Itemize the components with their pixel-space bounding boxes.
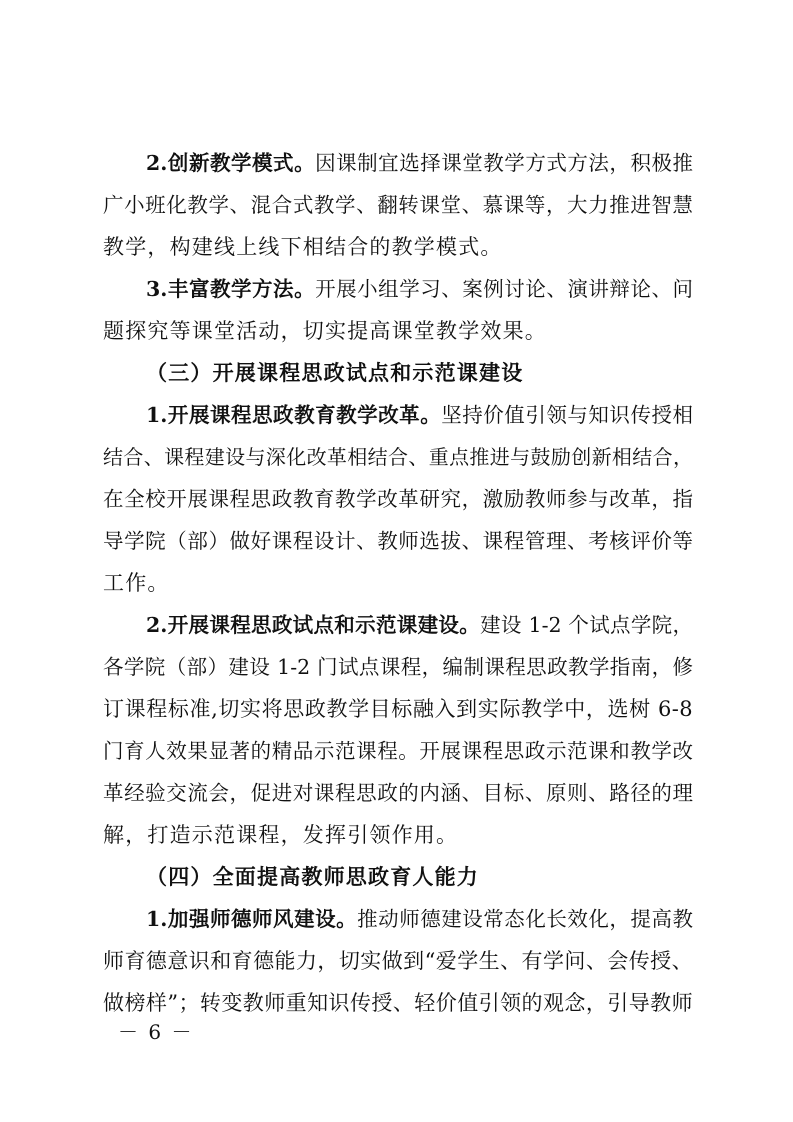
inline-heading: 2.开展课程思政试点和示范课建设。 xyxy=(146,613,481,637)
inline-heading: 2.创新教学模式。 xyxy=(146,151,316,175)
line-text: 做榜样”；转变教师重知识传授、轻价值引领的观念，引导教师 xyxy=(103,991,693,1015)
line-text: 结合、课程建设与深化改革相结合、重点推进与鼓励创新相结合， xyxy=(103,445,693,469)
body-line xyxy=(103,734,693,768)
paragraph-heading-line xyxy=(146,902,693,936)
line-text: 题探究等课堂活动，切实提高课堂教学效果。 xyxy=(103,319,547,343)
body-line xyxy=(103,230,693,264)
body-line xyxy=(103,986,693,1020)
line-text: 建设 1-2 个试点学院， xyxy=(480,613,694,637)
section-heading-text: （四）全面提高教师思政育人能力 xyxy=(146,864,479,889)
body-line xyxy=(103,944,693,978)
line-text: 各学院（部）建设 1-2 门试点课程，编制课程思政教学指南，修 xyxy=(103,655,693,679)
body-line xyxy=(103,566,693,600)
body-line xyxy=(103,524,693,558)
body-line xyxy=(103,440,693,474)
section-heading xyxy=(146,356,693,390)
paragraph-heading-line xyxy=(146,398,693,432)
line-text: 订课程标准,切实将思政教学目标融入到实际教学中，选树 6-8 xyxy=(103,697,693,721)
body-line xyxy=(103,692,693,726)
page-number: － 6 － xyxy=(118,1020,194,1044)
body-line xyxy=(103,818,693,852)
inline-heading: 1.加强师德师风建设。 xyxy=(146,907,358,931)
line-text: 因课制宜选择课堂教学方式方法，积极推 xyxy=(315,151,693,175)
line-text: 工作。 xyxy=(103,571,170,595)
body-line xyxy=(103,188,693,222)
line-text: 解，打造示范课程，发挥引领作用。 xyxy=(103,823,459,847)
line-text: 推动师德建设常态化长效化，提高教 xyxy=(357,907,693,931)
body-line xyxy=(103,314,693,348)
body-line xyxy=(103,776,693,810)
line-text: 革经验交流会，促进对课程思政的内涵、目标、原则、路径的理 xyxy=(103,781,693,805)
line-text: 师育德意识和育德能力，切实做到“爱学生、有学问、会传授、 xyxy=(103,949,693,973)
line-text: 坚持价值引领与知识传授相 xyxy=(441,403,693,427)
line-text: 开展小组学习、案例讨论、演讲辩论、问 xyxy=(315,277,693,301)
paragraph-heading-line xyxy=(146,272,693,306)
line-text: 广小班化教学、混合式教学、翻转课堂、慕课等，大力推进智慧 xyxy=(103,193,693,217)
inline-heading: 3.丰富教学方法。 xyxy=(146,277,316,301)
line-text: 门育人效果显著的精品示范课程。开展课程思政示范课和教学改 xyxy=(103,739,693,763)
body-line xyxy=(103,650,693,684)
line-text: 教学，构建线上线下相结合的教学模式。 xyxy=(103,235,503,259)
line-text: 导学院（部）做好课程设计、教师选拔、课程管理、考核评价等 xyxy=(103,529,693,553)
paragraph-heading-line xyxy=(146,608,693,642)
section-heading-text: （三）开展课程思政试点和示范课建设 xyxy=(146,360,524,385)
body-line xyxy=(103,482,693,516)
section-heading xyxy=(146,860,693,894)
paragraph-heading-line xyxy=(146,146,693,180)
inline-heading: 1.开展课程思政教育教学改革。 xyxy=(146,403,442,427)
line-text: 在全校开展课程思政教育教学改革研究，激励教师参与改革，指 xyxy=(103,487,693,511)
